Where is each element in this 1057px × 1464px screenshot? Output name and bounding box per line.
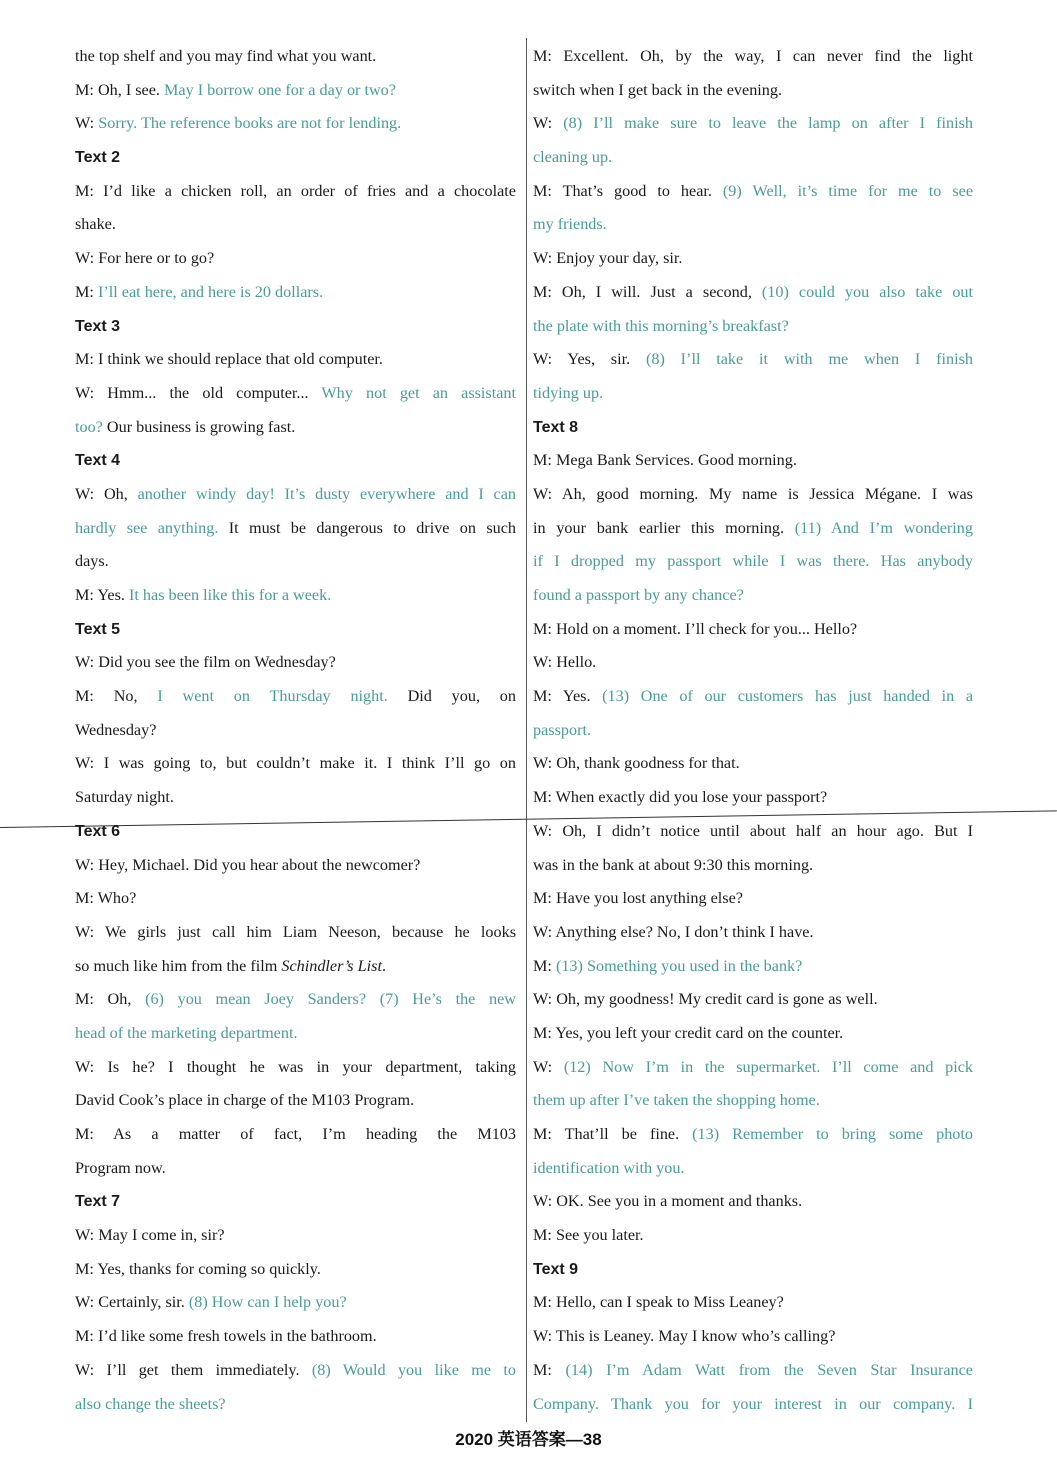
answer-highlight: I went on Thursday night.: [157, 687, 388, 706]
dialogue-line: [533, 646, 973, 680]
text-segment: M: That’ll be fine.: [533, 1125, 693, 1143]
text-segment: Text 8: [533, 418, 579, 436]
text-segment: W: OK. See you in a moment and thanks.: [533, 1192, 803, 1211]
film-title: Schindler’s List: [281, 956, 382, 975]
text-segment: M: When exactly did you lose your passport?: [533, 788, 828, 807]
text-segment: Text 9: [533, 1260, 579, 1278]
dialogue-line: [75, 983, 516, 1017]
answer-highlight: Thank you for your interest in our company. I: [610, 1394, 973, 1413]
dialogue-line: [75, 646, 516, 680]
text-segment: M: I’d like some fresh towels in the bathroom.: [75, 1327, 377, 1346]
answer-highlight: (12) Now I’m in the supermarket. I’ll come and pick: [563, 1057, 973, 1076]
dialogue-line: [533, 208, 973, 242]
dialogue-line: [533, 343, 973, 377]
dialogue-line: [75, 377, 516, 411]
text-segment: Did you, on: [387, 687, 516, 706]
text-segment: M:: [75, 282, 98, 301]
dialogue-line: [533, 1388, 973, 1422]
dialogue-line: [533, 579, 973, 613]
text-segment: [599, 1395, 611, 1413]
dialogue-line: [75, 1017, 516, 1051]
text-segment: M: That’s good to hear.: [533, 181, 723, 200]
dialogue-line: [75, 849, 516, 883]
text-segment: in your bank earlier this morning.: [533, 518, 795, 537]
text-segment: Text 7: [75, 1193, 121, 1211]
answer-highlight: Company.: [533, 1394, 599, 1413]
text-segment: M: As a matter of fact, I’m heading the M103: [75, 1125, 516, 1143]
answer-highlight: (13) One of our customers has just handed in a: [602, 687, 974, 706]
text-segment: W:: [533, 1057, 564, 1076]
text-segment: M: Hello, can I speak to Miss Leaney?: [533, 1293, 784, 1312]
text-segment: the top shelf and you may find what you want.: [75, 47, 377, 65]
dialogue-line: [533, 276, 973, 310]
dialogue-line: [533, 545, 973, 579]
text-segment: shake.: [75, 215, 116, 234]
dialogue-line: [533, 815, 973, 849]
answer-highlight: the plate with this morning’s breakfast?: [533, 316, 789, 335]
section-heading: [533, 411, 973, 445]
dialogue-line: [533, 1152, 973, 1186]
answer-highlight: also change the sheets?: [75, 1394, 226, 1413]
dialogue-line: [533, 680, 973, 714]
dialogue-line: [533, 747, 973, 781]
dialogue-line: [533, 1051, 973, 1085]
answer-highlight: (8) I’ll take it with me when I finish: [645, 350, 973, 369]
dialogue-line: [75, 680, 516, 714]
text-segment: W: Oh, my goodness! My credit card is gone as well.: [533, 990, 878, 1009]
page-footer: 2020 英语答案—38: [455, 1430, 602, 1449]
answer-highlight: Sorry. The reference books are not for lending.: [98, 114, 402, 133]
dialogue-line: [533, 1017, 973, 1051]
text-segment: M:: [533, 956, 556, 975]
text-segment: W:: [75, 114, 99, 133]
dialogue-line: [75, 478, 516, 512]
text-segment: It must be dangerous to drive on such: [218, 518, 517, 537]
text-segment: Text 3: [75, 317, 121, 335]
dialogue-line: [75, 882, 516, 916]
answer-highlight: hardly see anything.: [75, 518, 219, 537]
text-segment: so much like him from the film: [75, 956, 282, 975]
dialogue-line: [75, 512, 516, 546]
text-segment: switch when I get back in the evening.: [533, 80, 783, 99]
answer-highlight: (11) And I’m wondering: [794, 518, 973, 537]
dialogue-line: [75, 916, 516, 950]
answer-highlight: It has been like this for a week.: [128, 586, 332, 604]
dialogue-line: [75, 1051, 516, 1085]
answer-highlight: (10) could you also take out: [761, 282, 973, 301]
text-segment: M:: [533, 1360, 566, 1379]
dialogue-line: [75, 950, 516, 984]
section-heading: [75, 310, 516, 344]
dialogue-line: [533, 1219, 973, 1253]
text-segment: W: Did you see the film on Wednesday?: [75, 653, 336, 672]
text-segment: W: This is Leaney. May I know who’s calling?: [533, 1327, 836, 1346]
dialogue-line: [75, 208, 516, 242]
answer-highlight: passport.: [533, 720, 591, 739]
text-segment: M: I’d like a chicken roll, an order of fries and a chocolate: [75, 181, 516, 200]
column-divider: [526, 38, 527, 1422]
dialogue-line: [75, 276, 516, 310]
dialogue-line: [75, 579, 516, 613]
text-segment: M: Yes, you left your credit card on the counter.: [533, 1023, 844, 1042]
section-heading: [75, 141, 516, 175]
text-segment: M: I think we should replace that old computer.: [75, 350, 383, 369]
text-segment: W: Yes, sir.: [533, 350, 646, 369]
dialogue-line: [75, 1388, 516, 1422]
text-segment: W:: [533, 114, 564, 133]
dialogue-line: [533, 983, 973, 1017]
answer-highlight: (6) you mean Joey Sanders? (7) He’s the new: [145, 990, 516, 1009]
text-segment: W: Ah, good morning. My name is Jessica Mégane. I was: [533, 484, 973, 503]
dialogue-line: [75, 1118, 516, 1152]
dialogue-line: [75, 781, 516, 815]
section-heading: [533, 1253, 973, 1287]
answer-highlight: another windy day! It’s dusty everywhere and I can: [137, 484, 516, 503]
dialogue-line: [533, 478, 973, 512]
text-segment: W: Oh, thank goodness for that.: [533, 754, 740, 773]
text-segment: Program now.: [75, 1158, 166, 1177]
dialogue-line: [75, 1152, 516, 1186]
dialogue-line: [75, 74, 516, 108]
text-segment: W: Hey, Michael. Did you hear about the newcomer?: [75, 855, 421, 874]
dialogue-line: [75, 175, 516, 209]
section-heading: [75, 815, 516, 849]
answer-highlight: (8) I’ll make sure to leave the lamp on after I finish: [563, 114, 973, 133]
text-segment: Text 2: [75, 149, 121, 167]
answer-highlight: Why not get an assistant: [321, 383, 517, 402]
right-column: [533, 40, 973, 1421]
dialogue-line: [75, 1286, 516, 1320]
dialogue-line: [75, 714, 516, 748]
dialogue-line: [533, 1084, 973, 1118]
dialogue-line: [75, 545, 516, 579]
answer-highlight: (9) Well, it’s time for me to see: [722, 181, 974, 200]
section-heading: [75, 1185, 516, 1219]
text-segment: was in the bank at about 9:30 this morning.: [533, 855, 814, 874]
answer-highlight: cleaning up.: [533, 148, 613, 167]
dialogue-line: [533, 175, 973, 209]
answer-highlight: head of the marketing department.: [75, 1023, 298, 1042]
text-segment: David Cook’s place in charge of the M103 Program.: [75, 1091, 415, 1110]
dialogue-line: [533, 1118, 973, 1152]
text-segment: W: Enjoy your day, sir.: [533, 249, 683, 268]
dialogue-line: [533, 107, 973, 141]
text-segment: M: Mega Bank Services. Good morning.: [533, 451, 797, 470]
dialogue-line: [533, 714, 973, 748]
dialogue-line: [533, 1286, 973, 1320]
text-segment: Text 6: [75, 822, 121, 840]
text-segment: Text 5: [75, 620, 121, 638]
dialogue-line: [533, 882, 973, 916]
answer-highlight: (14) I’m Adam Watt from the Seven Star Insurance: [565, 1360, 973, 1379]
dialogue-line: [75, 747, 516, 781]
text-segment: W: Oh, I didn’t notice until about half an hour ago. But I: [533, 821, 973, 840]
answer-highlight: tidying up.: [533, 383, 604, 402]
dialogue-line: [533, 613, 973, 647]
section-heading: [75, 613, 516, 647]
dialogue-line: [533, 950, 973, 984]
text-segment: M: Hold on a moment. I’ll check for you... Hello?: [533, 619, 858, 638]
answer-highlight: (13) Something you used in the bank?: [555, 956, 803, 975]
dialogue-line: [533, 310, 973, 344]
text-segment: W: For here or to go?: [75, 249, 215, 268]
text-segment: M: No,: [75, 687, 158, 706]
answer-highlight: identification with you.: [533, 1158, 685, 1177]
dialogue-line: [533, 1354, 973, 1388]
text-segment: W: Hello.: [533, 653, 597, 672]
text-segment: days.: [75, 552, 109, 571]
dialogue-line: [75, 411, 516, 445]
dialogue-line: [533, 377, 973, 411]
text-segment: Saturday night.: [75, 788, 174, 807]
answer-highlight: if I dropped my passport while I was there. Has anybody: [533, 552, 973, 571]
answer-highlight: (8) How can I help you?: [188, 1293, 347, 1312]
dialogue-line: [75, 1084, 516, 1118]
dialogue-line: [533, 74, 973, 108]
dialogue-line: [533, 141, 973, 175]
answer-highlight: I’ll eat here, and here is 20 dollars.: [97, 282, 324, 301]
text-segment: W: May I come in, sir?: [75, 1226, 225, 1245]
answer-highlight: too?: [75, 417, 103, 436]
dialogue-line: [533, 1185, 973, 1219]
text-segment: Wednesday?: [75, 720, 157, 739]
text-segment: Text 4: [75, 452, 121, 470]
dialogue-line: [75, 1354, 516, 1388]
dialogue-line: [533, 512, 973, 546]
dialogue-line: [533, 40, 973, 74]
dialogue-line: [75, 242, 516, 276]
text-segment: W: We girls just call him Liam Neeson, because he looks: [75, 922, 516, 941]
text-segment: M: Excellent. Oh, by the way, I can never find the light: [533, 47, 973, 65]
section-heading: [75, 444, 516, 478]
answer-highlight: (13) Remember to bring some photo: [692, 1125, 973, 1143]
text-segment: M: Yes, thanks for coming so quickly.: [75, 1259, 321, 1278]
text-segment: M: Yes.: [75, 586, 129, 604]
text-segment: W: Anything else? No, I don’t think I have.: [533, 922, 814, 941]
dialogue-line: [533, 242, 973, 276]
left-column: [75, 40, 516, 1421]
text-segment: W: Certainly, sir.: [75, 1293, 189, 1312]
answer-highlight: them up after I’ve taken the shopping home.: [533, 1091, 820, 1110]
answer-highlight: my friends.: [533, 215, 607, 234]
text-segment: W: Is he? I thought he was in your department, taking: [75, 1057, 516, 1076]
dialogue-line: [533, 444, 973, 478]
dialogue-line: [533, 849, 973, 883]
dialogue-line: [75, 343, 516, 377]
dialogue-line: [533, 1320, 973, 1354]
text-segment: M: Oh, I see.: [75, 80, 165, 99]
dialogue-line: [533, 916, 973, 950]
text-segment: M: See you later.: [533, 1226, 644, 1245]
text-segment: W: I was going to, but couldn’t make it. I think I’ll go on: [75, 754, 516, 773]
text-segment: Our business is growing fast.: [102, 417, 296, 436]
text-segment: M: Oh, I will. Just a second,: [533, 282, 762, 301]
text-segment: W: I’ll get them immediately.: [75, 1360, 312, 1379]
answer-highlight: found a passport by any chance?: [533, 586, 744, 604]
text-segment: M: Have you lost anything else?: [533, 889, 743, 908]
answer-highlight: May I borrow one for a day or two?: [164, 80, 396, 99]
text-segment: M: Yes.: [533, 687, 603, 706]
dialogue-line: [75, 40, 516, 74]
text-segment: M: Who?: [75, 889, 137, 908]
text-segment: M: Oh,: [75, 990, 146, 1009]
dialogue-line: [75, 107, 516, 141]
answer-highlight: (8) Would you like me to: [311, 1360, 516, 1379]
dialogue-line: [75, 1253, 516, 1287]
text-segment: .: [381, 956, 386, 975]
dialogue-line: [75, 1320, 516, 1354]
dialogue-line: [533, 781, 973, 815]
dialogue-line: [75, 1219, 516, 1253]
text-segment: W: Hmm... the old computer...: [75, 383, 322, 402]
text-segment: W: Oh,: [75, 484, 138, 503]
